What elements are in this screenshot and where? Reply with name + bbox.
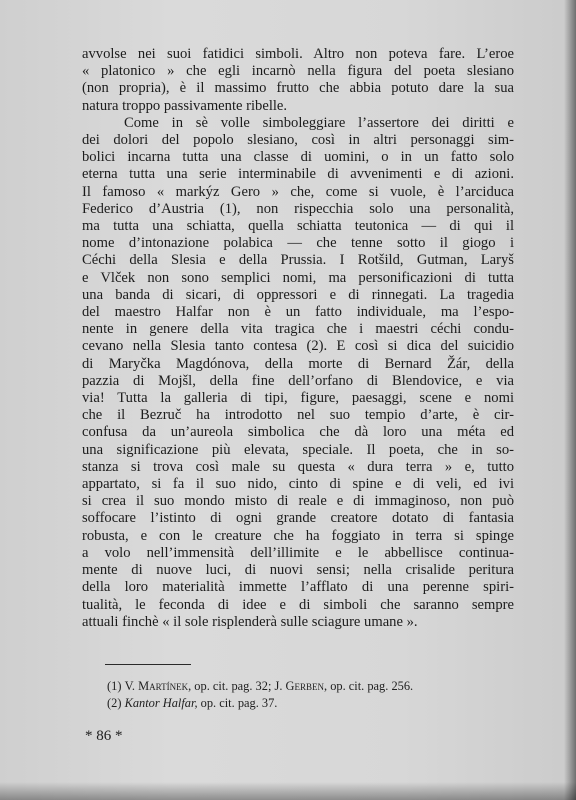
footnote-number: (1) [107, 679, 122, 693]
text-line: e Vlček non sono semplici nomi, ma personificazioni di tutta [82, 269, 514, 286]
page-bottom-shadow [0, 782, 576, 800]
text-line: robusta, e con le creature che ha foggiato in terra si spinge [82, 527, 514, 544]
footnote-2 [107, 695, 507, 712]
text-line: soffocare l’istinto di ogni grande creatore dotato di fantasia [82, 510, 514, 527]
footnote-author: V. Martínek, [124, 679, 192, 693]
text-line: di Maryčka Magdónova, della morte di Bernard Žár, della [82, 355, 514, 372]
footnote-divider [105, 664, 191, 665]
text-line: stanza si trova così male su questa « dura terra » e, tutto [82, 458, 514, 475]
page-edge-shadow [564, 0, 576, 800]
text-line: Il famoso « markýz Gero » che, come si vuole, è l’arciduca [82, 183, 514, 200]
text-line: Federico d’Austria (1), non rispecchia solo una personalità, [82, 200, 514, 217]
text-line: una banda di sicari, di oppressori e di rinnegati. La tragedia [82, 286, 514, 303]
text-line: ma tutta una schiatta, quella schiatta teutonica — di qui il [82, 218, 514, 235]
footnote-title: Kantor Halfar, [124, 696, 198, 710]
text-line: pazzia di Mojšl, della fine dell’orfano di Blendovice, e via [82, 372, 514, 389]
text-line: del maestro Halfar non è un fatto individuale, ma l’espo- [82, 304, 514, 321]
text-line: attuali finchè « il sole risplenderà sulle sciagure umane ». [82, 613, 418, 630]
text-line: a volo nell’immensità dell’illimite e le abbellisce continua- [82, 544, 514, 561]
text-line: confusa da un’aureola simbolica che dà loro una méta ed [82, 424, 514, 441]
text-line: cevano nella Slesia tanto contesa (2). E così si dica del suicidio [82, 338, 514, 355]
footnote-reference: op. cit. pag. 37. [200, 696, 278, 710]
text-line: Céchi della Slesia e della Prussia. I Rotšild, Gutman, Laryš [82, 252, 514, 269]
text-line: (non propria), è il massimo frutto che abbia potuto dare la sua [82, 80, 514, 97]
text-line: appartato, si fa il suo nido, cinto di spine e di veli, ed ivi [82, 476, 514, 493]
page-number: * 86 * [85, 728, 123, 744]
text-line: una significazione più elevata, speciale. Il poeta, che in so- [82, 441, 514, 458]
text-line: nome d’intonazione polabica — che tenne sotto il giogo i [82, 235, 514, 252]
text-line: natura troppo passivamente ribelle. [82, 97, 288, 114]
text-line: bolici incarna tutta una classe di uomini, o in un fatto solo [82, 149, 514, 166]
text-line: « platonico » che egli incarnò nella figura del poeta slesiano [82, 63, 514, 80]
text-line: eterna tutta una serie interminabile di avvenimenti e di azioni. [82, 166, 514, 183]
text-line: nente in genere della vita tragica che i maestri céchi condu- [82, 321, 514, 338]
text-line: Come in sè volle simboleggiare l’assertore dei diritti e [124, 114, 514, 131]
body-text [82, 46, 514, 631]
footnote-reference: op. cit. pag. 32; [194, 679, 272, 693]
footnote-1 [107, 678, 507, 695]
text-line: dei dolori del popolo slesiano, così in altri personaggi sim- [82, 132, 514, 149]
footnote-author: J. Gerben, [274, 679, 328, 693]
text-line: tualità, le feconda di idee e di simboli che saranno sempre [82, 596, 514, 613]
text-line: che il Bezruč ha introdotto nel suo tempio d’arte, è cir- [82, 407, 514, 424]
footnote-reference: op. cit. pag. 256. [330, 679, 414, 693]
text-line: avvolse nei suoi fatidici simboli. Altro non poteva fare. L’eroe [82, 46, 514, 62]
text-line: via! Tutta la galleria di tipi, figure, paesaggi, scene e nomi [82, 390, 514, 407]
text-line: mente di nuove luci, di nuovi sensi; nella crisalide peritura [82, 562, 514, 579]
footnotes [107, 678, 507, 712]
text-line: si crea il suo mondo misto di reale e di immaginoso, non può [82, 493, 514, 510]
text-line: della loro materialità immette l’afflato di una perenne spiri- [82, 579, 514, 596]
footnote-number: (2) [107, 696, 122, 710]
